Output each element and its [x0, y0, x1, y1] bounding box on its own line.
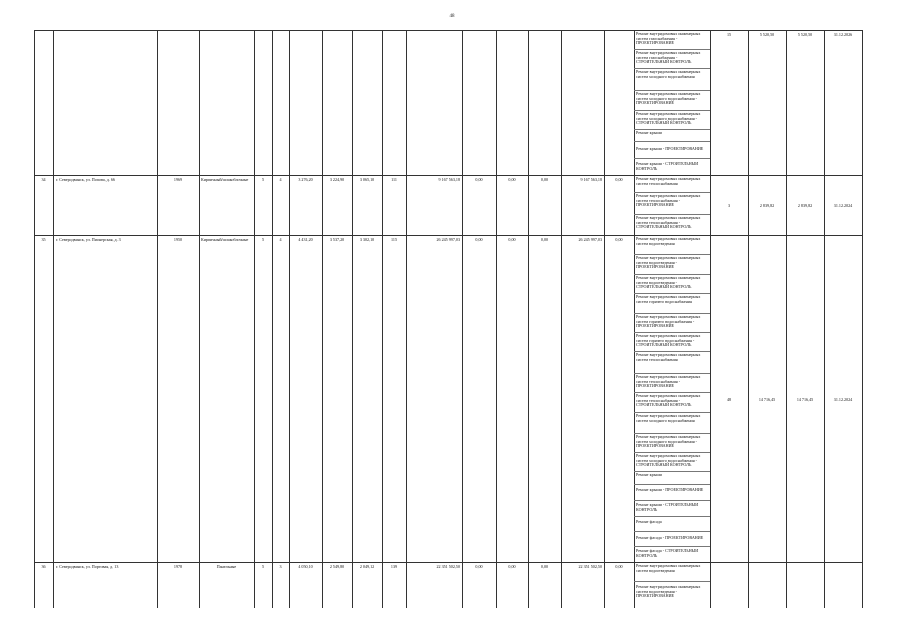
- entrances: 4: [279, 237, 282, 242]
- work-item: Ремонт внутридомовых инженерных систем водоотведения - ПРОЕКТИРОВАНИЕ: [636, 585, 701, 599]
- grid-line: [528, 30, 529, 608]
- grid-line: [786, 30, 787, 608]
- work-item: Ремонт внутридомовых инженерных систем холодного водоснабжения - СТРОИТЕЛЬНЫЙ КОНТРОЛЬ: [636, 112, 701, 126]
- work-item: Ремонт внутридомовых инженерных систем газоснабжения - ПРОЕКТИРОВАНИЕ: [636, 32, 701, 46]
- grid-line: [824, 30, 825, 608]
- work-item: Ремонт фасада: [636, 520, 662, 524]
- grid-line: [289, 30, 290, 608]
- address: г. Северодвинск, ул. Пионерская, д. 3: [56, 237, 121, 242]
- residents: 139: [390, 564, 398, 569]
- address: г. Северодвинск, ул. Попова, д. 66: [56, 177, 115, 182]
- sum-b: 14 716,45: [796, 397, 814, 402]
- grid-line: [604, 30, 605, 608]
- grid-line: [462, 30, 463, 608]
- sum-a: 2 839,82: [759, 203, 775, 208]
- area-a: 2 549,80: [329, 564, 345, 569]
- sum-a: 14 716,45: [758, 397, 776, 402]
- cost-part-1: 0,00: [475, 564, 483, 569]
- row-separator: [34, 175, 863, 176]
- area-total: 4 050,10: [298, 564, 313, 569]
- work-count: 48: [726, 397, 732, 402]
- grid-line: [34, 30, 35, 608]
- cost-part-5: 0,00: [615, 564, 623, 569]
- build-year: 1950: [173, 237, 183, 242]
- cost-part-3: 0,00: [540, 237, 549, 242]
- cost-part-1: 0,00: [475, 177, 483, 182]
- work-item: Ремонт внутридомовых инженерных систем холодного водоснабжения: [636, 414, 701, 423]
- row-number: 34: [41, 177, 46, 182]
- work-item: Ремонт крыши - СТРОИТЕЛЬНЫЙ КОНТРОЛЬ: [636, 162, 699, 171]
- wall-material: Кирпичный/шлакоблочные: [201, 237, 249, 242]
- floors: 5: [261, 177, 265, 182]
- row-separator: [34, 562, 863, 563]
- work-item: Ремонт внутридомовых инженерных систем холодного водоснабжения - ПРОЕКТИРОВАНИЕ: [636, 435, 701, 449]
- sum-b: 5 520,50: [797, 32, 813, 37]
- grid-line: [634, 30, 635, 608]
- residents: 115: [391, 237, 397, 242]
- total-cost: 9 167 563,18: [438, 177, 460, 182]
- row-separator: [34, 30, 863, 31]
- grid-line: [406, 30, 407, 608]
- area-b: 2 049,12: [359, 564, 375, 569]
- address: г. Северодвинск, ул. Портовая, д. 13: [56, 564, 119, 569]
- work-item: Ремонт крыши - ПРОЕКТИРОВАНИЕ: [636, 488, 704, 492]
- work-item: Ремонт внутридомовых инженерных систем водоотведения: [636, 564, 701, 573]
- area-a: 3 537,20: [329, 237, 345, 242]
- area-total: 3 276,20: [298, 177, 313, 182]
- completion-date: 31.12.2024: [833, 397, 853, 402]
- work-item: Ремонт внутридомовых инженерных систем водоотведения - СТРОИТЕЛЬНЫЙ КОНТРОЛЬ: [636, 276, 701, 290]
- work-item: Ремонт внутридомовых инженерных систем теплоснабжения - СТРОИТЕЛЬНЫЙ КОНТРОЛЬ: [636, 216, 701, 230]
- work-item: Ремонт внутридомовых инженерных систем теплоснабжения - ПРОЕКТИРОВАНИЕ: [636, 375, 701, 389]
- build-year: 1969: [173, 177, 183, 182]
- grid-line: [272, 30, 273, 608]
- grid-line: [382, 30, 383, 608]
- entrances: 3: [279, 564, 282, 569]
- work-item: Ремонт внутридомовых инженерных систем теплоснабжения: [636, 177, 701, 186]
- cost-part-3: 0,00: [540, 177, 549, 182]
- cost-part-4: 9 167 563,18: [580, 177, 602, 182]
- cost-part-4: 22 351 502,50: [578, 564, 602, 569]
- grid-line: [352, 30, 353, 608]
- cost-part-2: 0,00: [508, 177, 516, 182]
- floors: 5: [261, 564, 265, 569]
- grid-line: [748, 30, 749, 608]
- grid-line: [710, 30, 711, 608]
- grid-line: [862, 30, 863, 608]
- row-number: 35: [41, 237, 46, 242]
- build-year: 1978: [173, 564, 183, 569]
- work-item: Ремонт крыши: [636, 131, 662, 135]
- work-item: Ремонт внутридомовых инженерных систем горячего водоснабжения - ПРОЕКТИРОВАНИЕ: [636, 315, 701, 329]
- grid-line: [157, 30, 158, 608]
- grid-line: [496, 30, 497, 608]
- sum-b: 2 839,82: [797, 203, 813, 208]
- work-item: Ремонт внутридомовых инженерных систем водоотведения: [636, 237, 701, 246]
- work-item: Ремонт внутридомовых инженерных систем холодного водоснабжения: [636, 70, 701, 79]
- total-cost: 22 351 502,50: [436, 564, 460, 569]
- total-cost: 26 245 997,03: [436, 237, 460, 242]
- page-number: 48: [449, 14, 455, 19]
- area-b: 3 302,10: [359, 237, 375, 242]
- work-item: Ремонт внутридомовых инженерных систем холодного водоснабжения - ПРОЕКТИРОВАНИЕ: [636, 92, 701, 106]
- work-item: Ремонт фасада - СТРОИТЕЛЬНЫЙ КОНТРОЛЬ: [636, 549, 699, 558]
- cost-part-5: 0,00: [615, 237, 623, 242]
- work-item: Ремонт крыши - СТРОИТЕЛЬНЫЙ КОНТРОЛЬ: [636, 503, 699, 512]
- sum-a: 5 520,50: [759, 32, 775, 37]
- grid-line: [561, 30, 562, 608]
- floors: 5: [261, 237, 265, 242]
- area-total: 4 431,20: [298, 237, 313, 242]
- entrances: 4: [279, 177, 282, 182]
- work-item: Ремонт внутридомовых инженерных систем теплоснабжения - СТРОИТЕЛЬНЫЙ КОНТРОЛЬ: [636, 394, 701, 408]
- work-item: Ремонт фасада - ПРОЕКТИРОВАНИЕ: [636, 536, 704, 540]
- work-item: Ремонт внутридомовых инженерных систем водоотведения - ПРОЕКТИРОВАНИЕ: [636, 256, 701, 270]
- cost-part-2: 0,00: [508, 564, 516, 569]
- grid-line: [53, 30, 54, 608]
- work-item: Ремонт внутридомовых инженерных систем теплоснабжения - ПРОЕКТИРОВАНИЕ: [636, 194, 701, 208]
- work-item: Ремонт внутридомовых инженерных систем теплоснабжения: [636, 353, 701, 362]
- grid-line: [199, 30, 200, 608]
- residents: 111: [391, 177, 397, 182]
- work-item: Ремонт внутридомовых инженерных систем горячего водоснабжения: [636, 295, 701, 304]
- work-item: Ремонт внутридомовых инженерных систем газоснабжения - СТРОИТЕЛЬНЫЙ КОНТРОЛЬ: [636, 51, 701, 65]
- wall-material: Панельные: [216, 564, 237, 569]
- wall-material: Кирпичный/шлакоблочные: [201, 177, 249, 182]
- row-separator: [34, 235, 863, 236]
- grid-line: [254, 30, 255, 608]
- cost-part-1: 0,00: [475, 237, 483, 242]
- area-b: 3 065,10: [359, 177, 375, 182]
- row-number: 36: [41, 564, 46, 569]
- cost-part-5: 0,00: [615, 177, 623, 182]
- work-count: 15: [726, 32, 732, 37]
- work-count: 3: [727, 203, 731, 208]
- cost-part-4: 26 245 997,03: [578, 237, 602, 242]
- work-item: Ремонт внутридомовых инженерных систем холодного водоснабжения - СТРОИТЕЛЬНЫЙ КОНТРОЛЬ: [636, 454, 701, 468]
- work-item: Ремонт внутридомовых инженерных систем горячего водоснабжения - СТРОИТЕЛЬНЫЙ КОНТРОЛЬ: [636, 334, 701, 348]
- completion-date: 31.12.2026: [833, 32, 853, 37]
- cost-part-2: 0,00: [508, 237, 516, 242]
- area-a: 3 224,90: [329, 177, 345, 182]
- work-item: Ремонт крыши: [636, 473, 662, 477]
- completion-date: 31.12.2024: [833, 203, 853, 208]
- grid-line: [322, 30, 323, 608]
- work-item: Ремонт крыши - ПРОЕКТИРОВАНИЕ: [636, 147, 704, 151]
- cost-part-3: 0,00: [540, 564, 549, 569]
